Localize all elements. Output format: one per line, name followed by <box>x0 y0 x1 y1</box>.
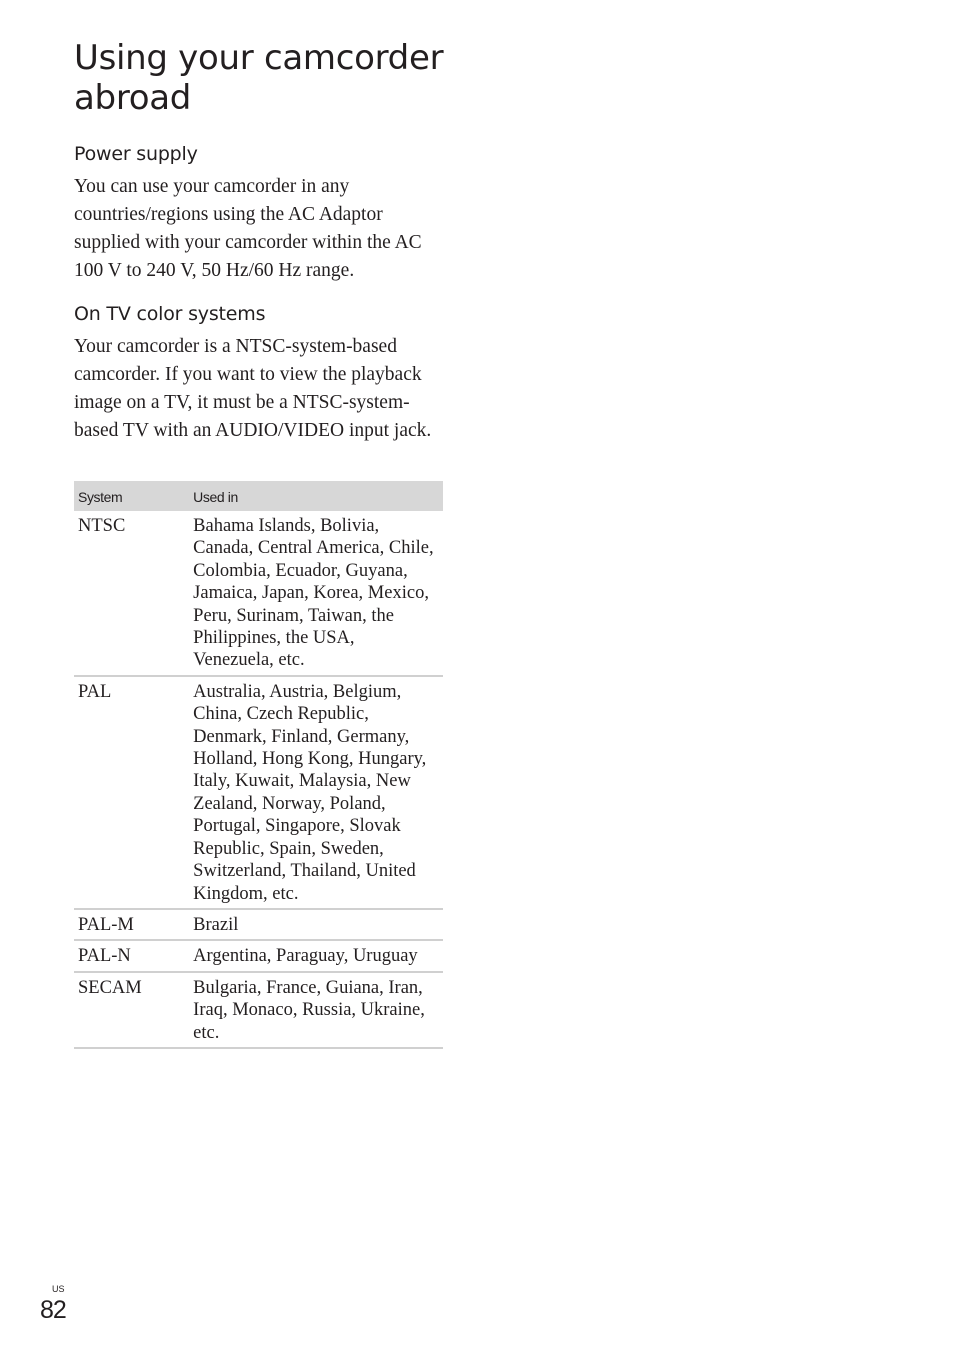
table-row-pal-m <box>74 909 443 940</box>
table-cell-system: SECAM <box>74 972 185 1048</box>
page-number: 82 <box>40 1296 66 1324</box>
table-row-pal <box>74 676 443 909</box>
power-supply-text: You can use your camcorder in any countries/regions using the AC Adaptor supplied with your camcorder within the AC 100 V to 240 V, 50 Hz/60 Hz range. <box>74 176 422 281</box>
table-cell-used-in: Bulgaria, France, Guiana, Iran, Iraq, Monaco, Russia, Ukraine, etc. <box>185 972 443 1048</box>
table-cell-system: PAL-M <box>74 909 185 940</box>
column-header-used-in: Used in <box>185 481 443 511</box>
table-row-secam <box>74 972 443 1048</box>
table-cell-used-in: Brazil <box>185 909 443 940</box>
table-cell-used-in: Argentina, Paraguay, Uruguay <box>185 940 443 971</box>
table-cell-system: PAL-N <box>74 940 185 971</box>
table-header-row <box>74 481 443 511</box>
tv-color-systems-text: Your camcorder is a NTSC-system-based camcorder. If you want to view the playback image on a TV, it must be a NTSC-system-based TV with an AUDIO/VIDEO input jack. <box>74 336 432 441</box>
table-cell-system: PAL <box>74 676 185 909</box>
table-cell-used-in: Bahama Islands, Bolivia, Canada, Central America, Chile, Colombia, Ecuador, Guyana, Jamaica, Japan, Korea, Mexico, Peru, Surinam, Taiwan, the Philippines, the USA, Venezuela, etc. <box>185 511 443 676</box>
page-title: Using your camcorder abroad <box>74 38 444 118</box>
power-supply-heading: Power supply <box>74 143 198 165</box>
table-cell-used-in: Australia, Austria, Belgium, China, Czech Republic, Denmark, Finland, Germany, Holland, Hong Kong, Hungary, Italy, Kuwait, Malaysia, New Zealand, Norway, Poland, Portugal, Singapore, Slovak Republic, Spain, Sweden, Switzerland, Thailand, United Kingdom, etc. <box>185 676 443 909</box>
column-header-system: System <box>74 481 185 511</box>
table-row-ntsc <box>74 511 443 676</box>
tv-systems-table <box>74 481 443 1049</box>
table-row-pal-n <box>74 940 443 971</box>
tv-color-systems-heading: On TV color systems <box>74 303 266 325</box>
language-code: US <box>52 1284 65 1294</box>
table-cell-system: NTSC <box>74 511 185 676</box>
